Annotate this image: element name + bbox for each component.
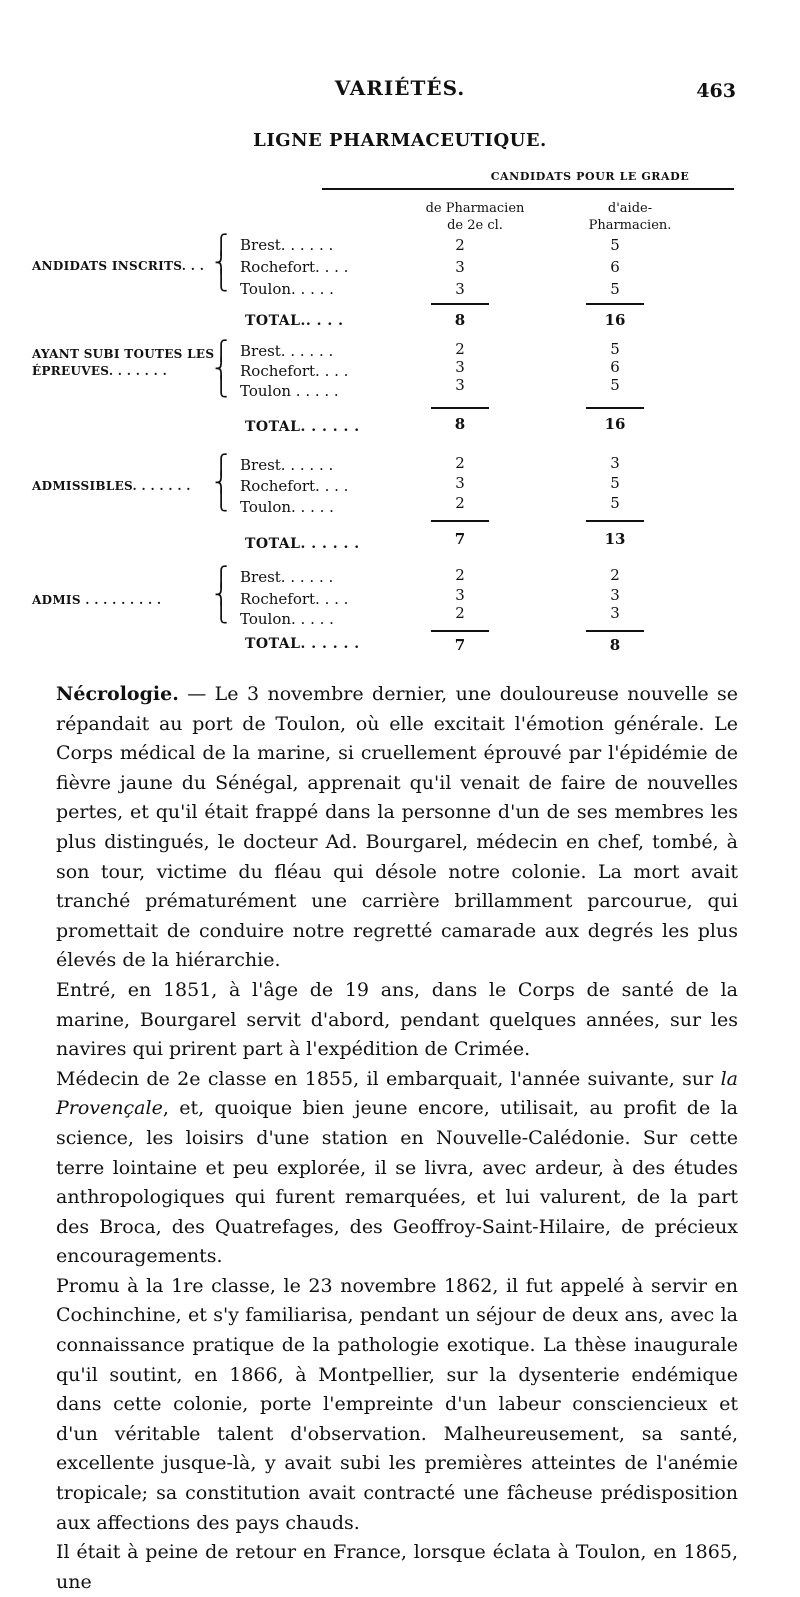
paragraph: Promu à la 1re classe, le 23 novembre 1862, il fut appelé à servir en Cochinchine, et s'y familiarisa, pendant un séjour de deux ans, avec la connaissance pratique de la pathologie exotique. La thèse inaugurale qu'il soutint, en 1866, à Montpellier, sur la dysenterie endémique dans cette colonie, porte l'empreinte d'un labeur consciencieux et d'un véritable talent d'observation. Malheureusement, sa santé, excellente jusque-là, y avait subi les premières atteintes de l'anémie tropicale; sa constitution avait contracté une fâcheuse prédisposition aux affections des pays chauds.: [56, 1274, 738, 1534]
section-lead: Nécrologie.: [56, 683, 179, 705]
row-place: Rochefort. . . .: [240, 362, 349, 380]
cell-value: 6: [610, 258, 620, 276]
column-header-line: de Pharmacien: [425, 201, 525, 216]
total-value: 16: [604, 415, 626, 433]
total-value: 8: [609, 636, 621, 654]
brace-mark: ⎧ ⎨ ⎩: [214, 566, 229, 624]
cell-value: 3: [610, 586, 620, 604]
section-label-line: AYANT SUBI TOUTES LES: [32, 347, 215, 361]
group-heading: CANDIDATS POUR LE GRADE: [490, 170, 690, 183]
cell-value: 5: [610, 340, 620, 358]
column-header-aide-pharmacien: [555, 200, 705, 234]
section-label-admis: ADMIS . . . . . . . . .: [32, 593, 162, 607]
row-place: Rochefort. . . .: [240, 590, 349, 608]
column-header-line: de 2e cl.: [447, 218, 503, 233]
total-value: 13: [604, 530, 626, 548]
cell-value: 3: [455, 280, 465, 298]
cell-value: 3: [455, 258, 465, 276]
row-place: Brest. . . . . .: [240, 236, 334, 254]
row-place: Brest. . . . . .: [240, 568, 334, 586]
cell-value: 2: [455, 340, 465, 358]
cell-value: 5: [610, 280, 620, 298]
paragraph: Il était à peine de retour en France, lorsque éclata à Toulon, en 1865, une: [56, 1541, 738, 1593]
brace-mark: ⎧ ⎨ ⎩: [214, 454, 229, 512]
cell-value: 2: [455, 604, 465, 622]
sum-rule: [586, 303, 644, 305]
row-place: Toulon. . . . .: [240, 498, 334, 516]
paragraph-text: — Le 3 novembre dernier, une douloureuse nouvelle se répandait au port de Toulon, où elle excitait l'émotion générale. Le Corps médical de la marine, si cruellement éprouvé par l'épidémie de fièvre jaune du Sénégal, apprenait qu'il venait de faire de nouvelles pertes, et qu'il était frappé dans la personne d'un de ses membres les plus distingués, le docteur Ad. Bourgarel, médecin en chef, tombé, à son tour, victime du fléau qui désole notre colonie. La mort avait tranché prématurément une carrière brillamment parcourue, qui promettait de conduire notre regretté camarade aux degrés les plus élevés de la hiérarchie.: [56, 683, 738, 972]
total-label: TOTAL. . . . . .: [245, 536, 360, 552]
sum-rule: [431, 520, 489, 522]
row-place: Toulon. . . . .: [240, 280, 334, 298]
group-rule: [322, 188, 734, 190]
total-value: 7: [454, 530, 466, 548]
cell-value: 3: [455, 474, 465, 492]
section-label-admissibles: ADMISSIBLES. . . . . . .: [32, 479, 191, 493]
row-place: Brest. . . . . .: [240, 342, 334, 360]
sum-rule: [586, 407, 644, 409]
total-value: 16: [604, 311, 626, 329]
brace-mark: ⎧ ⎨ ⎩: [214, 340, 229, 398]
total-value: 7: [454, 636, 466, 654]
cell-value: 3: [610, 604, 620, 622]
cell-value: 5: [610, 494, 620, 512]
row-place: Toulon . . . . .: [240, 382, 339, 400]
cell-value: 5: [610, 376, 620, 394]
sum-rule: [431, 407, 489, 409]
ship-name: la Provençale: [56, 1067, 738, 1120]
cell-value: 5: [610, 474, 620, 492]
row-place: Brest. . . . . .: [240, 456, 334, 474]
total-value: 8: [454, 415, 466, 433]
sum-rule: [586, 630, 644, 632]
cell-value: 3: [455, 586, 465, 604]
section-label-inscrits: ANDIDATS INSCRITS. . .: [32, 259, 205, 273]
column-header-line: d'aide-: [607, 201, 653, 216]
article-body: [56, 680, 738, 1597]
brace-mark: ⎧ ⎨ ⎩: [214, 234, 229, 292]
sum-rule: [431, 630, 489, 632]
paragraph-text: , et, quoique bien jeune encore, utilisait, au profit de la science, les loisirs d'une station en Nouvelle-Calédonie. Sur cette terre lointaine et peu explorée, il se livra, avec ardeur, à des études anthropologiques qui furent remarquées, et lui valurent, de la part des Broca, des Quatrefages, des Geoffroy-Saint-Hilaire, de précieux encouragements.: [56, 1097, 738, 1268]
total-value: 8: [454, 311, 466, 329]
total-label: TOTAL. . . . . .: [245, 419, 360, 435]
row-place: Toulon. . . . .: [240, 610, 334, 628]
paragraph: [56, 1065, 738, 1272]
cell-value: 6: [610, 358, 620, 376]
column-header-line: Pharmacien.: [588, 218, 672, 233]
cell-value: 2: [455, 566, 465, 584]
cell-value: 5: [610, 236, 620, 254]
paragraph: Entré, en 1851, à l'âge de 19 ans, dans le Corps de santé de la marine, Bourgarel servit d'abord, pendant quelques années, sur les navires qui prirent part à l'expédition de Crimée.: [56, 978, 738, 1061]
cell-value: 3: [455, 358, 465, 376]
row-place: Rochefort. . . .: [240, 477, 349, 495]
section-label-epreuves: [32, 346, 214, 380]
paragraph-text: Médecin de 2e classe en 1855, il embarquait, l'année suivante, sur: [56, 1067, 721, 1090]
cell-value: 3: [610, 454, 620, 472]
cell-value: 3: [455, 376, 465, 394]
paragraph: [56, 680, 738, 976]
row-place: Rochefort. . . .: [240, 258, 349, 276]
page-number: 463: [696, 80, 736, 102]
cell-value: 2: [455, 236, 465, 254]
cell-value: 2: [610, 566, 620, 584]
cell-value: 2: [455, 454, 465, 472]
sum-rule: [586, 520, 644, 522]
section-label-line: ÉPREUVES. . . . . . .: [32, 364, 168, 378]
column-header-pharmacien: [400, 200, 550, 234]
cell-value: 2: [455, 494, 465, 512]
sum-rule: [431, 303, 489, 305]
table-title: LIGNE PHARMACEUTIQUE.: [253, 130, 547, 151]
total-label: TOTAL. . . . . .: [245, 636, 360, 652]
running-head: VARIÉTÉS.: [334, 76, 466, 100]
total-label: TOTAL.. . . .: [245, 313, 344, 329]
